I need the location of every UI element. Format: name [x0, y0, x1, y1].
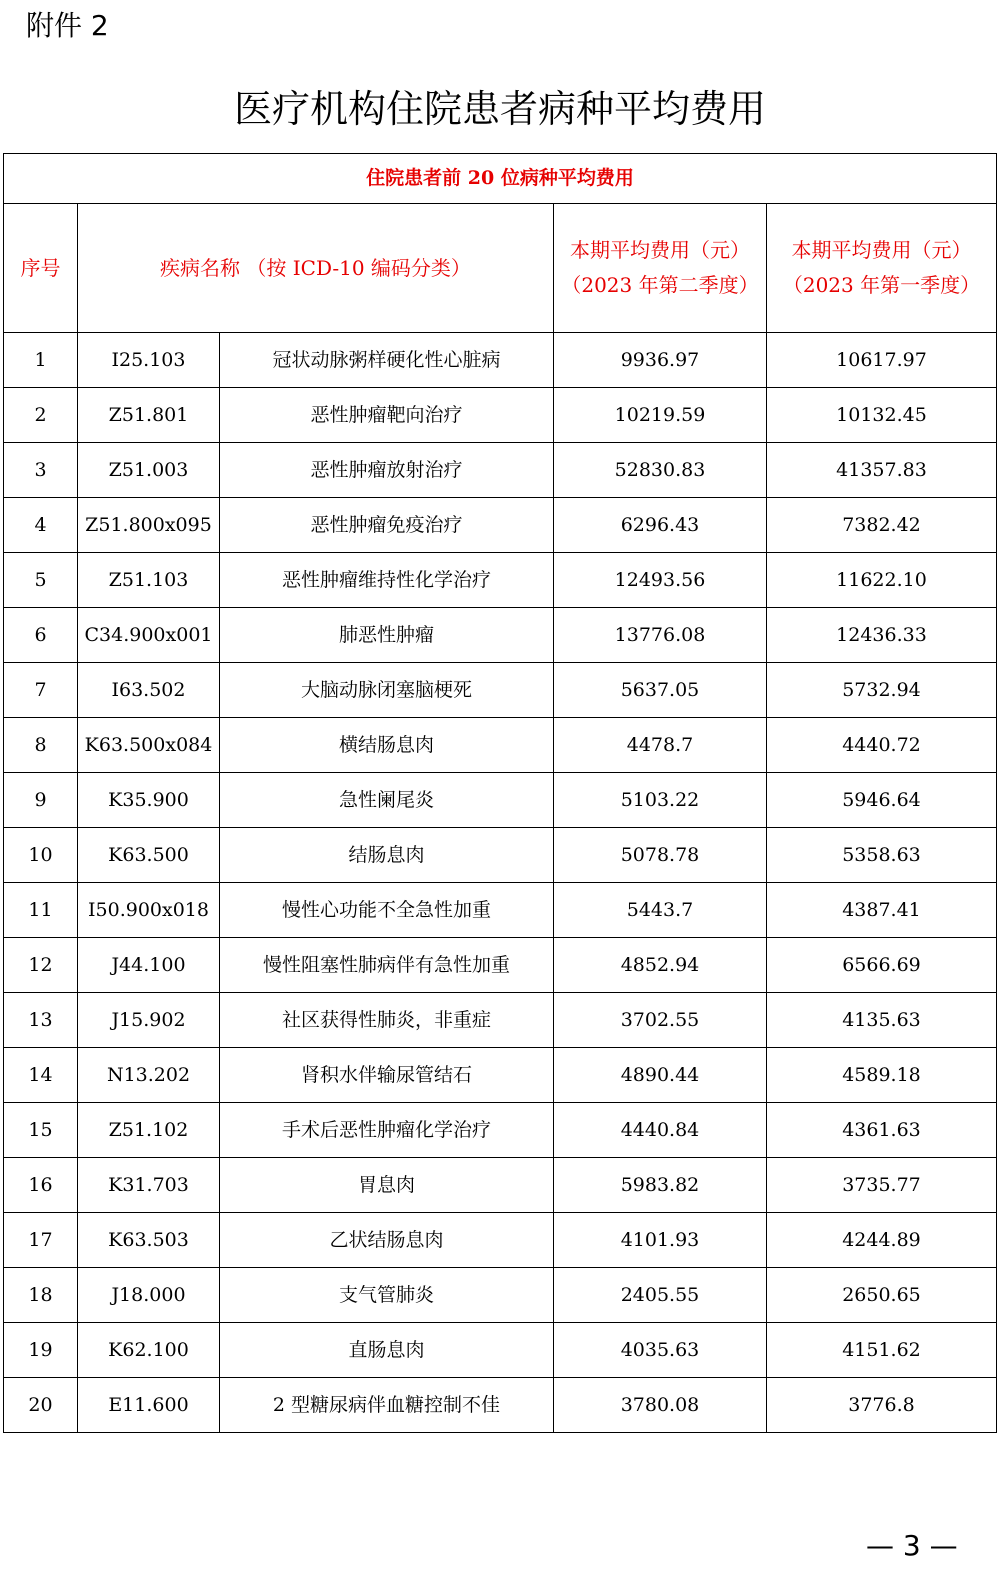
cell-icd-code: K62.100 [78, 1323, 220, 1378]
cell-seq: 12 [4, 938, 78, 993]
cell-disease-name: 恶性肿瘤免疫治疗 [220, 498, 554, 553]
cell-disease-name: 恶性肿瘤维持性化学治疗 [220, 553, 554, 608]
cell-disease-name: 恶性肿瘤靶向治疗 [220, 388, 554, 443]
cell-avg-fee-q2: 4440.84 [554, 1103, 767, 1158]
cell-icd-code: J15.902 [78, 993, 220, 1048]
cell-seq: 7 [4, 663, 78, 718]
cell-icd-code: E11.600 [78, 1378, 220, 1433]
fee-table [3, 153, 997, 1433]
table-row [4, 718, 997, 773]
cell-seq: 2 [4, 388, 78, 443]
cell-avg-fee-q2: 4852.94 [554, 938, 767, 993]
cell-avg-fee-q2: 52830.83 [554, 443, 767, 498]
cell-avg-fee-q2: 3702.55 [554, 993, 767, 1048]
table-row [4, 608, 997, 663]
cell-avg-fee-q1: 2650.65 [767, 1268, 997, 1323]
cell-icd-code: Z51.102 [78, 1103, 220, 1158]
header-current-quarter: （2023 年第二季度） [561, 273, 759, 297]
table-row [4, 938, 997, 993]
cell-icd-code: I50.900x018 [78, 883, 220, 938]
cell-icd-code: K63.500 [78, 828, 220, 883]
cell-avg-fee-q1: 6566.69 [767, 938, 997, 993]
cell-avg-fee-q1: 4135.63 [767, 993, 997, 1048]
cell-avg-fee-q1: 3776.8 [767, 1378, 997, 1433]
cell-disease-name: 结肠息肉 [220, 828, 554, 883]
cell-seq: 10 [4, 828, 78, 883]
cell-avg-fee-q1: 5358.63 [767, 828, 997, 883]
cell-avg-fee-q1: 5732.94 [767, 663, 997, 718]
cell-avg-fee-q1: 10617.97 [767, 333, 997, 388]
cell-disease-name: 胃息肉 [220, 1158, 554, 1213]
cell-seq: 1 [4, 333, 78, 388]
cell-seq: 8 [4, 718, 78, 773]
cell-disease-name: 大脑动脉闭塞脑梗死 [220, 663, 554, 718]
cell-disease-name: 急性阑尾炎 [220, 773, 554, 828]
header-current-label: 本期平均费用（元） [570, 238, 750, 262]
cell-avg-fee-q2: 4101.93 [554, 1213, 767, 1268]
header-previous-label: 本期平均费用（元） [791, 238, 972, 262]
cell-disease-name: 2 型糖尿病伴血糖控制不佳 [220, 1378, 554, 1433]
table-header-row [4, 204, 997, 333]
table-caption-row [4, 154, 997, 204]
cell-avg-fee-q1: 5946.64 [767, 773, 997, 828]
table-row [4, 1158, 997, 1213]
table-row [4, 498, 997, 553]
cell-icd-code: I63.502 [78, 663, 220, 718]
cell-icd-code: J18.000 [78, 1268, 220, 1323]
cell-seq: 3 [4, 443, 78, 498]
table-row [4, 1048, 997, 1103]
cell-icd-code: Z51.801 [78, 388, 220, 443]
cell-avg-fee-q2: 12493.56 [554, 553, 767, 608]
cell-avg-fee-q2: 4478.7 [554, 718, 767, 773]
cell-avg-fee-q2: 5443.7 [554, 883, 767, 938]
table-row [4, 663, 997, 718]
cell-avg-fee-q2: 4890.44 [554, 1048, 767, 1103]
cell-avg-fee-q1: 11622.10 [767, 553, 997, 608]
cell-disease-name: 慢性阻塞性肺病伴有急性加重 [220, 938, 554, 993]
cell-avg-fee-q2: 5637.05 [554, 663, 767, 718]
cell-icd-code: N13.202 [78, 1048, 220, 1103]
page-title: 医疗机构住院患者病种平均费用 [233, 87, 766, 131]
cell-disease-name: 横结肠息肉 [220, 718, 554, 773]
table-row [4, 773, 997, 828]
cell-icd-code: J44.100 [78, 938, 220, 993]
cell-avg-fee-q1: 4361.63 [767, 1103, 997, 1158]
cell-disease-name: 恶性肿瘤放射治疗 [220, 443, 554, 498]
cell-disease-name: 冠状动脉粥样硬化性心脏病 [220, 333, 554, 388]
header-previous-quarter: （2023 年第一季度） [782, 273, 981, 297]
cell-avg-fee-q2: 9936.97 [554, 333, 767, 388]
cell-avg-fee-q1: 10132.45 [767, 388, 997, 443]
cell-icd-code: K35.900 [78, 773, 220, 828]
cell-seq: 18 [4, 1268, 78, 1323]
cell-icd-code: K63.500x084 [78, 718, 220, 773]
table-row [4, 1268, 997, 1323]
cell-avg-fee-q2: 5983.82 [554, 1158, 767, 1213]
cell-seq: 4 [4, 498, 78, 553]
cell-icd-code: Z51.103 [78, 553, 220, 608]
cell-avg-fee-q1: 4440.72 [767, 718, 997, 773]
cell-avg-fee-q2: 3780.08 [554, 1378, 767, 1433]
header-current-period [554, 204, 767, 333]
attachment-label: 附件 2 [26, 9, 109, 42]
cell-disease-name: 社区获得性肺炎，非重症 [220, 993, 554, 1048]
table-row [4, 1213, 997, 1268]
cell-seq: 20 [4, 1378, 78, 1433]
cell-seq: 17 [4, 1213, 78, 1268]
cell-avg-fee-q1: 4387.41 [767, 883, 997, 938]
cell-seq: 16 [4, 1158, 78, 1213]
table-row [4, 388, 997, 443]
cell-avg-fee-q2: 4035.63 [554, 1323, 767, 1378]
cell-seq: 9 [4, 773, 78, 828]
header-seq: 序号 [4, 204, 78, 333]
cell-icd-code: Z51.003 [78, 443, 220, 498]
cell-disease-name: 肺恶性肿瘤 [220, 608, 554, 663]
cell-disease-name: 直肠息肉 [220, 1323, 554, 1378]
cell-seq: 19 [4, 1323, 78, 1378]
cell-disease-name: 支气管肺炎 [220, 1268, 554, 1323]
cell-avg-fee-q1: 41357.83 [767, 443, 997, 498]
table-row [4, 883, 997, 938]
cell-avg-fee-q1: 7382.42 [767, 498, 997, 553]
cell-disease-name: 手术后恶性肿瘤化学治疗 [220, 1103, 554, 1158]
cell-seq: 6 [4, 608, 78, 663]
cell-avg-fee-q1: 4151.62 [767, 1323, 997, 1378]
cell-avg-fee-q2: 5078.78 [554, 828, 767, 883]
cell-avg-fee-q2: 6296.43 [554, 498, 767, 553]
cell-avg-fee-q1: 12436.33 [767, 608, 997, 663]
cell-seq: 5 [4, 553, 78, 608]
table-row [4, 1378, 997, 1433]
cell-seq: 11 [4, 883, 78, 938]
table-caption: 住院患者前 20 位病种平均费用 [4, 154, 997, 204]
cell-seq: 13 [4, 993, 78, 1048]
page-number: — 3 — [866, 1529, 958, 1562]
cell-seq: 14 [4, 1048, 78, 1103]
table-row [4, 1323, 997, 1378]
cell-icd-code: I25.103 [78, 333, 220, 388]
cell-avg-fee-q2: 2405.55 [554, 1268, 767, 1323]
table-row [4, 1103, 997, 1158]
cell-disease-name: 肾积水伴输尿管结石 [220, 1048, 554, 1103]
cell-icd-code: Z51.800x095 [78, 498, 220, 553]
table-row [4, 993, 997, 1048]
cell-icd-code: K63.503 [78, 1213, 220, 1268]
table-row [4, 828, 997, 883]
cell-avg-fee-q2: 10219.59 [554, 388, 767, 443]
cell-avg-fee-q1: 4244.89 [767, 1213, 997, 1268]
table-row [4, 333, 997, 388]
cell-avg-fee-q1: 4589.18 [767, 1048, 997, 1103]
cell-icd-code: K31.703 [78, 1158, 220, 1213]
cell-avg-fee-q2: 5103.22 [554, 773, 767, 828]
cell-avg-fee-q2: 13776.08 [554, 608, 767, 663]
cell-avg-fee-q1: 3735.77 [767, 1158, 997, 1213]
cell-disease-name: 慢性心功能不全急性加重 [220, 883, 554, 938]
header-previous-period [767, 204, 997, 333]
cell-seq: 15 [4, 1103, 78, 1158]
cell-icd-code: C34.900x001 [78, 608, 220, 663]
table-row [4, 443, 997, 498]
table-row [4, 553, 997, 608]
header-disease: 疾病名称 （按 ICD-10 编码分类） [78, 204, 554, 333]
cell-disease-name: 乙状结肠息肉 [220, 1213, 554, 1268]
